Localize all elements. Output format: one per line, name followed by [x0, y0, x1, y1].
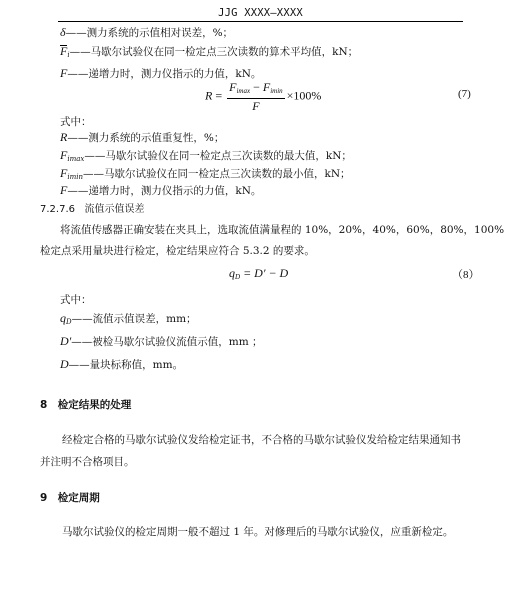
where-label: 式中：: [60, 116, 92, 128]
definition-text: ——量块标称值，mm。: [68, 359, 184, 371]
symbol: F: [60, 148, 68, 162]
symbol: D′: [60, 334, 72, 348]
num-a: F: [229, 80, 237, 94]
num-a-sub: imax: [236, 87, 251, 95]
eq-lhs: q: [229, 266, 235, 280]
def-delta: [60, 25, 233, 40]
equation-number: （8）: [452, 269, 480, 281]
definition-text: ——被检马歇尔试验仪流值示值，mm ；: [71, 336, 263, 348]
symbol: δ: [60, 25, 66, 39]
eq-fraction: [227, 80, 285, 113]
where-label: 式中：: [60, 294, 92, 306]
paragraph-line: 并注明不合格项目。: [40, 456, 135, 468]
def-qd: [60, 311, 197, 326]
equation-8: [229, 266, 288, 281]
eq-tail: ×100%: [286, 88, 322, 103]
definition-text: ——测力系统的示值相对误差，%；: [65, 27, 234, 39]
eq-rhs: = D′ − D: [243, 266, 289, 280]
def-f2: [60, 183, 261, 198]
definition-text: ——马歇尔试验仪在同一检定点三次读数的算术平均值，kN；: [69, 46, 359, 58]
symbol: R: [60, 130, 68, 144]
section-heading-8: 8 检定结果的处理: [40, 399, 132, 411]
def-fimin: [60, 166, 351, 181]
def-fimax: [60, 148, 352, 163]
paragraph-line: 将流值传感器正确安装在夹具上，选取流值满量程的 10%，20%，40%，60%，80%，100%: [60, 224, 505, 236]
def-dprime: [60, 334, 263, 349]
definition-text: ——流值示值误差，mm；: [71, 313, 197, 325]
paragraph-line: 经检定合格的马歇尔试验仪发给检定证书，不合格的马歇尔试验仪发给检定结果通知书: [62, 434, 461, 446]
header-rule: [58, 21, 463, 22]
eq-lhs: R: [205, 88, 213, 103]
symbol: F: [60, 166, 68, 180]
definition-text: ——递增力时，测力仪指示的力值，kN。: [67, 185, 262, 197]
eq-numerator: [227, 80, 285, 99]
symbol-subscript: imax: [67, 155, 85, 163]
def-r: [60, 130, 224, 145]
symbol-subscript: imin: [67, 173, 83, 181]
def-d: [60, 357, 183, 372]
symbol: D: [60, 357, 69, 371]
symbol: F: [60, 66, 68, 80]
def-f: [60, 66, 261, 81]
symbol: q: [60, 311, 66, 325]
definition-text: ——递增力时，测力仪指示的力值，kN。: [67, 68, 262, 80]
section-title: 流值示值误差: [84, 204, 145, 215]
num-b-sub: imin: [270, 87, 283, 95]
eq-denominator: F: [252, 99, 260, 113]
section-heading-7276: [40, 200, 145, 215]
standard-number: JJG XXXX—XXXX: [218, 7, 303, 19]
def-f-mean: [60, 44, 358, 59]
section-number: 7.2.7.6: [40, 204, 75, 215]
symbol-subscript: D: [66, 318, 72, 326]
paragraph-line: 检定点采用量块进行检定，检定结果应符合 5.3.2 的要求。: [40, 245, 315, 257]
symbol: F: [60, 44, 68, 58]
definition-text: ——马歇尔试验仪在同一检定点三次读数的最大值，kN；: [84, 150, 352, 162]
symbol: F: [60, 183, 68, 197]
equation-7: R = $\frac{F_{imax} - F_{imin}}{F}$ ×100%: [205, 80, 322, 113]
section-heading-9: 9 检定周期: [40, 492, 100, 504]
paragraph-line: 马歇尔试验仪的检定周期一般不超过 1 年。对修理后的马歇尔试验仪，应重新检定。: [62, 526, 454, 538]
equation-number: (7): [458, 88, 471, 100]
num-b: F: [262, 80, 271, 94]
symbol-subscript: i: [67, 51, 70, 59]
definition-text: ——测力系统的示值重复性，%；: [67, 132, 225, 144]
definition-text: ——马歇尔试验仪在同一检定点三次读数的最小值，kN；: [82, 168, 351, 180]
eq-lhs-sub: D: [235, 273, 241, 281]
minus-sign: −: [253, 80, 260, 94]
